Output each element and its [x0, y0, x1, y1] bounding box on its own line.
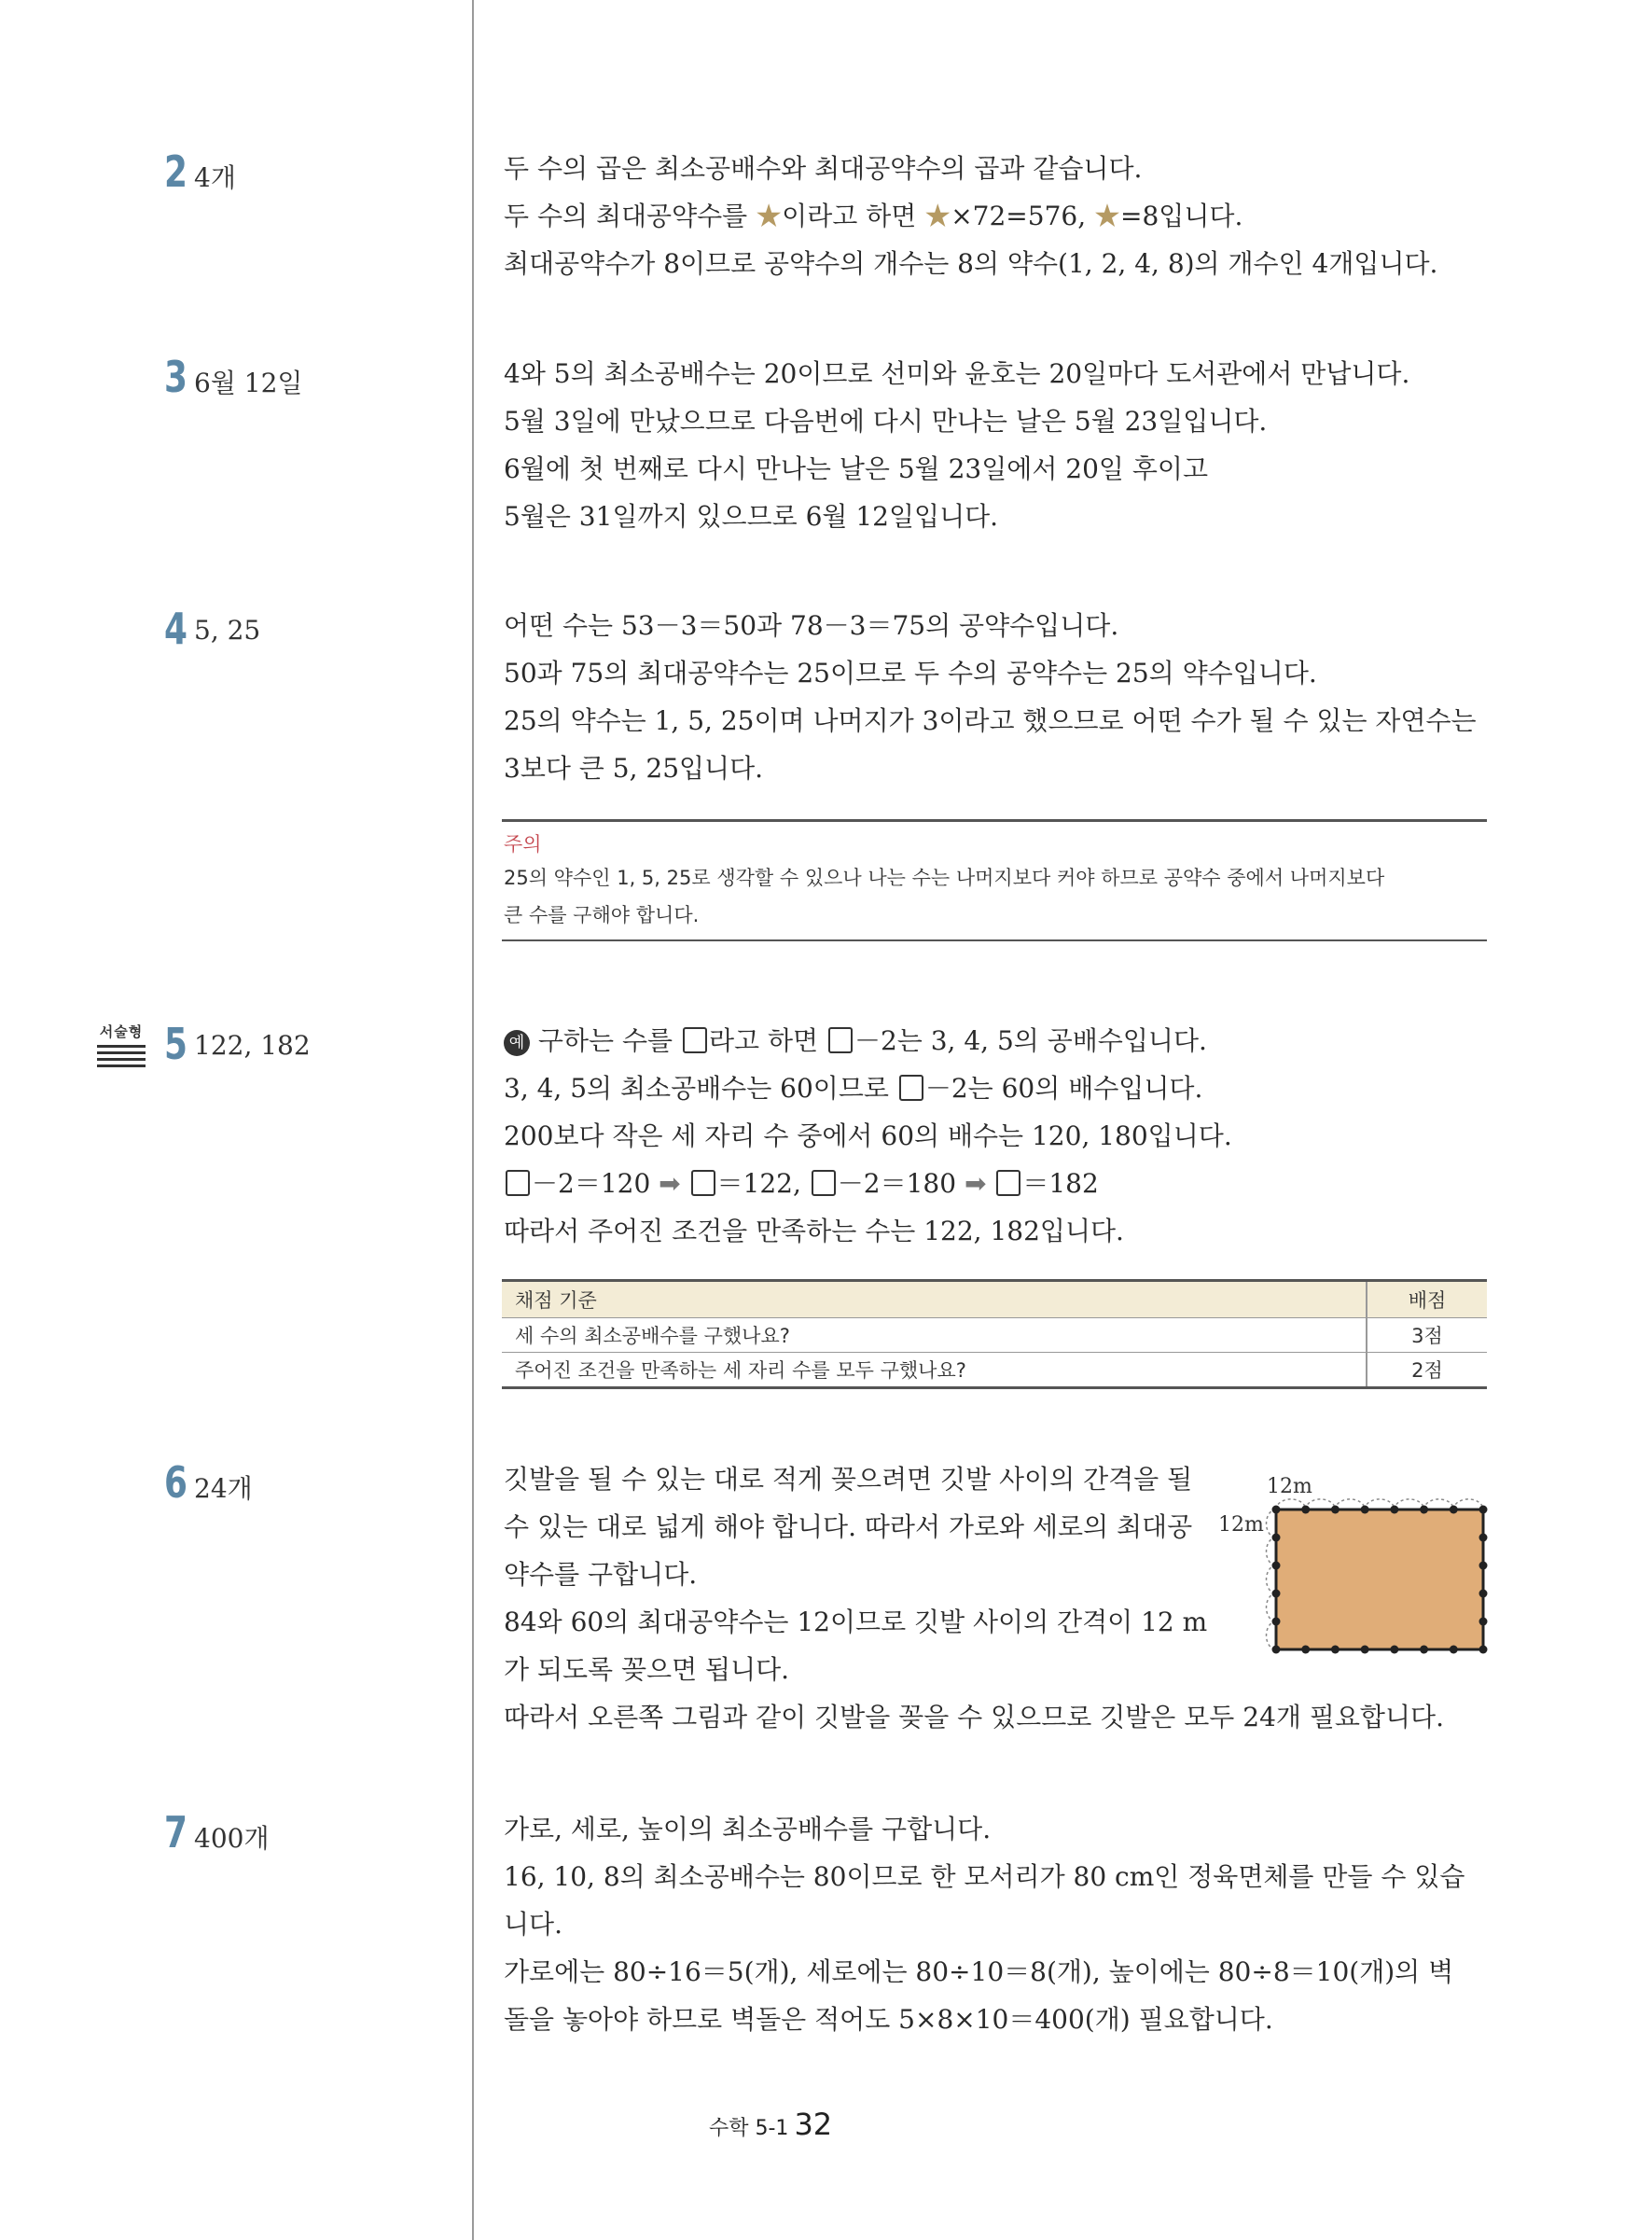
- blank-box-icon: [828, 1027, 853, 1053]
- caution-note: [502, 819, 1487, 941]
- solution-line: 6월에 첫 번째로 다시 만나는 날은 5월 23일에서 20일 후이고: [504, 453, 1209, 484]
- solution-line: 어떤 수는 53－3＝50과 78－3＝75의 공약수입니다.: [504, 610, 1119, 641]
- top-length-label: 12m: [1267, 1475, 1312, 1498]
- spacing-arc: [1276, 1499, 1306, 1510]
- spacing-arc: [1267, 1565, 1277, 1593]
- star-icon: ★: [756, 201, 783, 231]
- flag-dot: [1390, 1506, 1398, 1514]
- solution-line: 84와 60의 최대공약수는 12이므로 깃발 사이의 간격이 12 m: [504, 1607, 1208, 1637]
- flag-dot: [1331, 1646, 1340, 1654]
- solution-line: 가로, 세로, 높이의 최소공배수를 구합니다.: [504, 1814, 992, 1844]
- solution-line: 3, 4, 5의 최소공배수는 60이므로 －2는 60의 배수입니다.: [504, 1073, 1203, 1104]
- solution-line: 따라서 오른쪽 그림과 같이 깃발을 꽂을 수 있으므로 깃발은 모두 24개 필요합니다.: [504, 1702, 1444, 1732]
- problem-number: 5: [164, 1019, 187, 1069]
- flag-dot: [1479, 1506, 1488, 1514]
- score-header: 배점: [1367, 1281, 1487, 1318]
- solution-line: 25의 약수는 1, 5, 25이며 나머지가 3이라고 했으므로 어떤 수가 될 수 있는 자연수는: [504, 705, 1477, 736]
- solution-line: 200보다 작은 세 자리 수 중에서 60의 배수는 120, 180입니다.: [504, 1120, 1232, 1151]
- solution-line: 5월은 31일까지 있으므로 6월 12일입니다.: [504, 501, 999, 532]
- page-number: 32: [794, 2107, 833, 2142]
- solution-line: 3보다 큰 5, 25입니다.: [504, 753, 764, 784]
- spacing-arc: [1424, 1499, 1454, 1510]
- blank-box-icon: [812, 1170, 836, 1196]
- solution-text: [504, 145, 1492, 287]
- spacing-arc: [1267, 1593, 1277, 1621]
- solution-text: [504, 350, 1492, 540]
- solution-line: 두 수의 곱은 최소공배수와 최대공약수의 곱과 같습니다.: [504, 153, 1143, 184]
- flag-dot: [1420, 1506, 1428, 1514]
- flag-dot: [1479, 1534, 1488, 1542]
- problem-number: 3: [164, 352, 187, 402]
- blank-box-icon: [996, 1170, 1020, 1196]
- solution-line: 약수를 구합니다.: [504, 1559, 698, 1590]
- badge-label: 서술형: [99, 1023, 144, 1040]
- solution-line-star: 두 수의 최대공약수를 ★이라고 하면 ★×72=576, ★=8입니다.: [504, 201, 1243, 231]
- flag-dot: [1450, 1506, 1458, 1514]
- spacing-arc: [1267, 1510, 1277, 1537]
- grading-row: [502, 1353, 1487, 1388]
- problem-answer: 24개: [194, 1473, 253, 1504]
- note-line: 25의 약수인 1, 5, 25로 생각할 수 있으나 나는 수는 나머지보다 커야 하므로 공약수 중에서 나머지보다: [504, 867, 1385, 889]
- solution-line: 4와 5의 최소공배수는 20이므로 선미와 윤호는 20일마다 도서관에서 만납니다.: [504, 358, 1410, 389]
- solution-line: 가로에는 80÷16＝5(개), 세로에는 80÷10＝8(개), 높이에는 80÷8＝10(개)의 벽: [504, 1956, 1454, 1987]
- flag-dot: [1272, 1562, 1281, 1570]
- solution-line: 최대공약수가 8이므로 공약수의 개수는 8의 약수(1, 2, 4, 8)의 개수인 4개입니다.: [504, 248, 1438, 279]
- problem-number: 6: [164, 1457, 187, 1508]
- flag-dot: [1272, 1506, 1281, 1514]
- flag-dot: [1272, 1646, 1281, 1654]
- grading-row: [502, 1318, 1487, 1353]
- flag-dot: [1331, 1506, 1340, 1514]
- flag-dot: [1479, 1590, 1488, 1598]
- flag-dot: [1450, 1646, 1458, 1654]
- solution-line: 돌을 놓아야 하므로 벽돌은 적어도 5×8×10＝400(개) 필요합니다.: [504, 2004, 1273, 2035]
- flag-dot: [1361, 1646, 1369, 1654]
- spacing-arc: [1453, 1499, 1483, 1510]
- blank-box-icon: [683, 1027, 707, 1053]
- flag-dot: [1301, 1646, 1310, 1654]
- score-cell: 2점: [1367, 1353, 1487, 1388]
- problem-answer: 122, 182: [194, 1030, 311, 1061]
- flag-dot: [1479, 1618, 1488, 1626]
- star-icon: ★: [1094, 201, 1121, 231]
- solution-line: 50과 75의 최대공약수는 25이므로 두 수의 공약수는 25의 약수입니다.: [504, 658, 1317, 689]
- score-cell: 3점: [1367, 1318, 1487, 1353]
- flag-dot: [1272, 1534, 1281, 1542]
- criteria-cell: 주어진 조건을 만족하는 세 자리 수를 모두 구했나요?: [502, 1353, 1367, 1388]
- left-length-label: 12m: [1218, 1513, 1264, 1537]
- spacing-arc: [1267, 1621, 1277, 1649]
- flag-dot: [1272, 1618, 1281, 1626]
- problem-number: 2: [164, 146, 187, 197]
- flag-dot: [1361, 1506, 1369, 1514]
- column-divider: [472, 0, 474, 2240]
- lines-icon: [93, 1045, 149, 1067]
- flag-dot: [1479, 1562, 1488, 1570]
- solution-text: [504, 1017, 1492, 1255]
- spacing-arc: [1395, 1499, 1424, 1510]
- blank-box-icon: [899, 1075, 923, 1101]
- criteria-header: 채점 기준: [502, 1281, 1367, 1318]
- criteria-cell: 세 수의 최소공배수를 구했나요?: [502, 1318, 1367, 1353]
- spacing-arc: [1267, 1537, 1277, 1565]
- solution-line: 예 구하는 수를 라고 하면 －2는 3, 4, 5의 공배수입니다.: [504, 1017, 1492, 1064]
- solution-line: 가 되도록 꽂으면 됩니다.: [504, 1654, 790, 1685]
- note-title: 주의: [504, 833, 542, 856]
- page-footer: [709, 2107, 832, 2142]
- problem-number: 7: [164, 1807, 187, 1857]
- solution-text: [504, 602, 1492, 792]
- solution-line: 니다.: [504, 1909, 562, 1940]
- field-rectangle: [1276, 1510, 1483, 1649]
- solution-line: 깃발을 될 수 있는 대로 적게 꽂으려면 깃발 사이의 간격을 될: [504, 1464, 1193, 1495]
- descriptive-badge: [93, 1022, 149, 1071]
- star-icon: ★: [924, 201, 951, 231]
- problem-number: 4: [164, 604, 187, 654]
- solution-line: 16, 10, 8의 최소공배수는 80이므로 한 모서리가 80 cm인 정육면체를 만들 수 있습: [504, 1861, 1465, 1892]
- spacing-arc: [1335, 1499, 1365, 1510]
- solution-line: 따라서 주어진 조건을 만족하는 수는 122, 182입니다.: [504, 1216, 1124, 1246]
- flag-field-figure: [1211, 1465, 1496, 1670]
- problem-answer: 4개: [194, 162, 236, 193]
- flag-dot: [1420, 1646, 1428, 1654]
- flag-dot: [1301, 1506, 1310, 1514]
- solution-line: 수 있는 대로 넓게 해야 합니다. 따라서 가로와 세로의 최대공: [504, 1511, 1193, 1542]
- problem-answer: 6월 12일: [194, 368, 303, 398]
- problem-answer: 5, 25: [194, 615, 261, 646]
- solution-line: －2＝120 ➡ ＝122, －2＝180 ➡ ＝182: [504, 1160, 1492, 1207]
- arrow-right-icon: ➡: [964, 1168, 987, 1199]
- solution-text: [504, 1805, 1492, 2043]
- blank-box-icon: [691, 1170, 715, 1196]
- spacing-arc: [1306, 1499, 1336, 1510]
- footer-subject: 수학 5-1: [709, 2117, 789, 2140]
- note-line: 큰 수를 구해야 합니다.: [504, 904, 700, 926]
- grading-header: [502, 1281, 1487, 1318]
- spacing-arc: [1365, 1499, 1395, 1510]
- example-mark: 예: [504, 1030, 530, 1056]
- solution-line: 5월 3일에 만났으므로 다음번에 다시 만나는 날은 5월 23일입니다.: [504, 406, 1268, 437]
- blank-box-icon: [506, 1170, 530, 1196]
- flag-dot: [1390, 1646, 1398, 1654]
- flag-dot: [1479, 1646, 1488, 1654]
- arrow-right-icon: ➡: [659, 1168, 681, 1199]
- problem-answer: 400개: [194, 1823, 270, 1854]
- flag-dot: [1272, 1590, 1281, 1598]
- grading-table: [502, 1279, 1487, 1389]
